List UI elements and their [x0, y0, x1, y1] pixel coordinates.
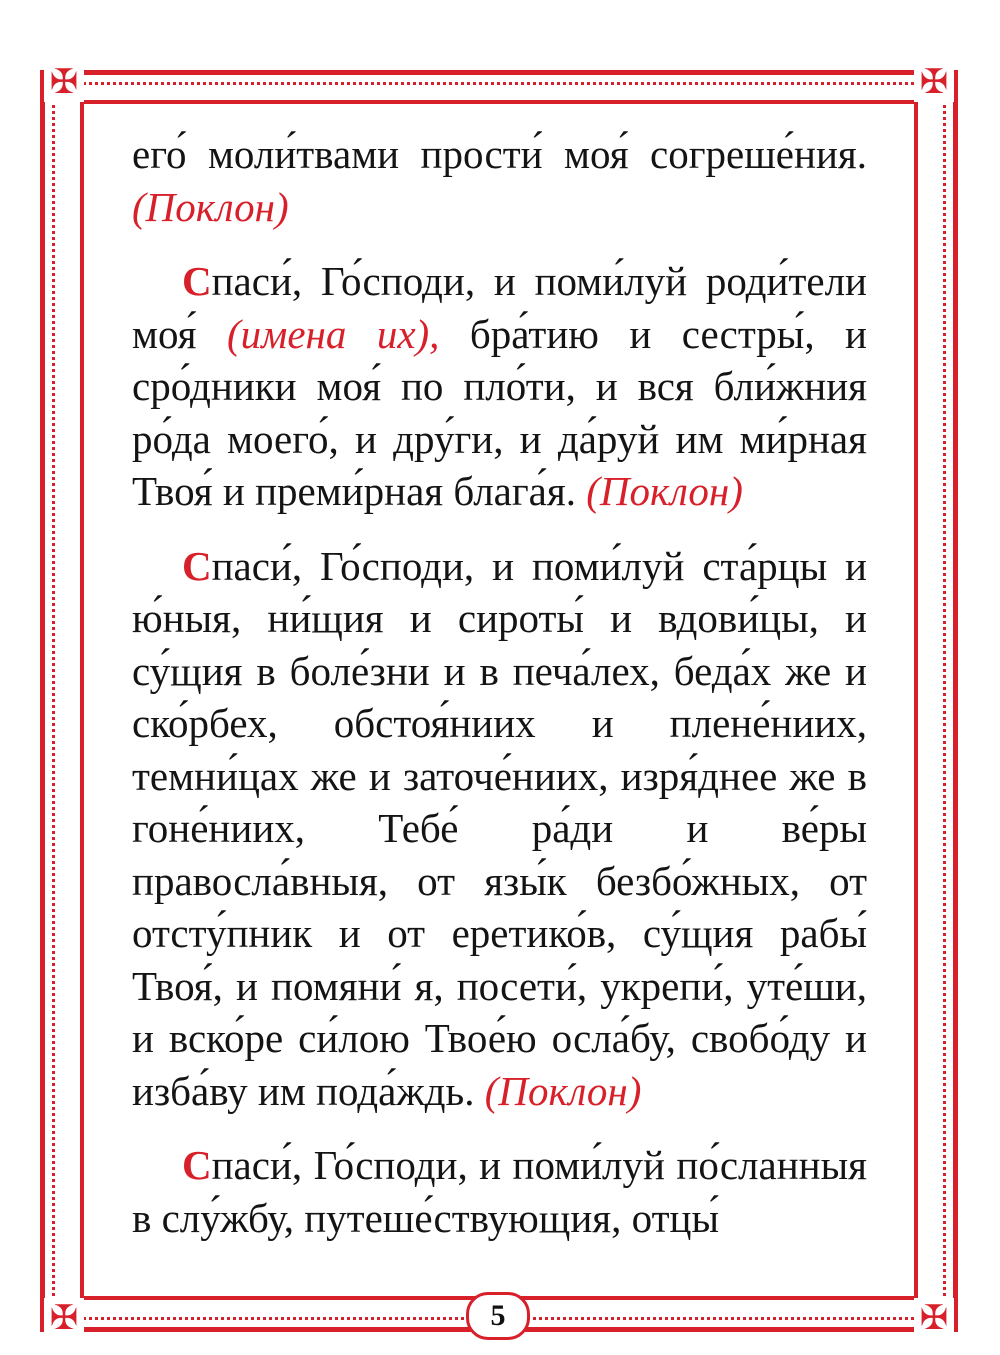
paragraph-text: его́ моли́твами прости́ моя́ согреше́ния.: [132, 131, 867, 177]
page-number-badge: [466, 1292, 530, 1340]
paragraph: [132, 128, 867, 233]
cross-ornament-icon: ✠: [914, 62, 954, 102]
paragraph-text: бра́тию и сестры́, и сро́дники моя́ по пло́ти, и вся бли́жния ро́да моего́, и дру́ги, и да́руй им ми́рная Твоя́ и преми́рная блага́я.: [132, 310, 868, 514]
cross-ornament-icon: ✠: [44, 1298, 84, 1338]
page-number: 5: [490, 1299, 506, 1332]
cross-ornament-icon: ✠: [44, 62, 84, 102]
prayer-text: [132, 128, 867, 1244]
rubric-bow: (Поклон): [484, 1067, 642, 1114]
paragraph: [132, 540, 867, 1118]
paragraph: [132, 255, 867, 518]
red-initial: С: [182, 258, 212, 304]
rubric-bow: (Поклон): [132, 183, 289, 230]
paragraph: [132, 1139, 867, 1244]
paragraph-text: паси́, Го́споди, и поми́луй роди́тели моя́: [132, 258, 867, 357]
red-initial: С: [182, 542, 212, 589]
red-initial: С: [182, 1142, 212, 1188]
paragraph-text: паси́, Го́споди, и поми́луй ста́рцы и ю́ныя, ни́щия и сироты́ и вдови́цы, и су́щия в боле́зни и в печа́лех, беда́х же и ско́рбех, обстоя́ниих и плене́ниих, темни́цах же и заточе́ниих, изря́днее же в гоне́ниих, Тебе́ ра́ди и ве́ры правосла́вныя, от язы́к безбо́жных, от отсту́пник и от еретико́в, су́щия рабы́ Твоя́, и помяни́ я, посети́, укрепи́, уте́ши, и вско́ре си́лою Твое́ю осла́бу, свобо́ду и изба́ву им пода́ждь.: [132, 542, 867, 1114]
paragraph-text: паси́, Го́споди, и поми́луй по́сланныя в слу́жбу, путеше́ствующия, отцы́: [132, 1142, 867, 1241]
rubric-names: (имена их),: [227, 310, 440, 357]
cross-ornament-icon: ✠: [914, 1298, 954, 1338]
rubric-bow: (Поклон): [586, 468, 743, 514]
